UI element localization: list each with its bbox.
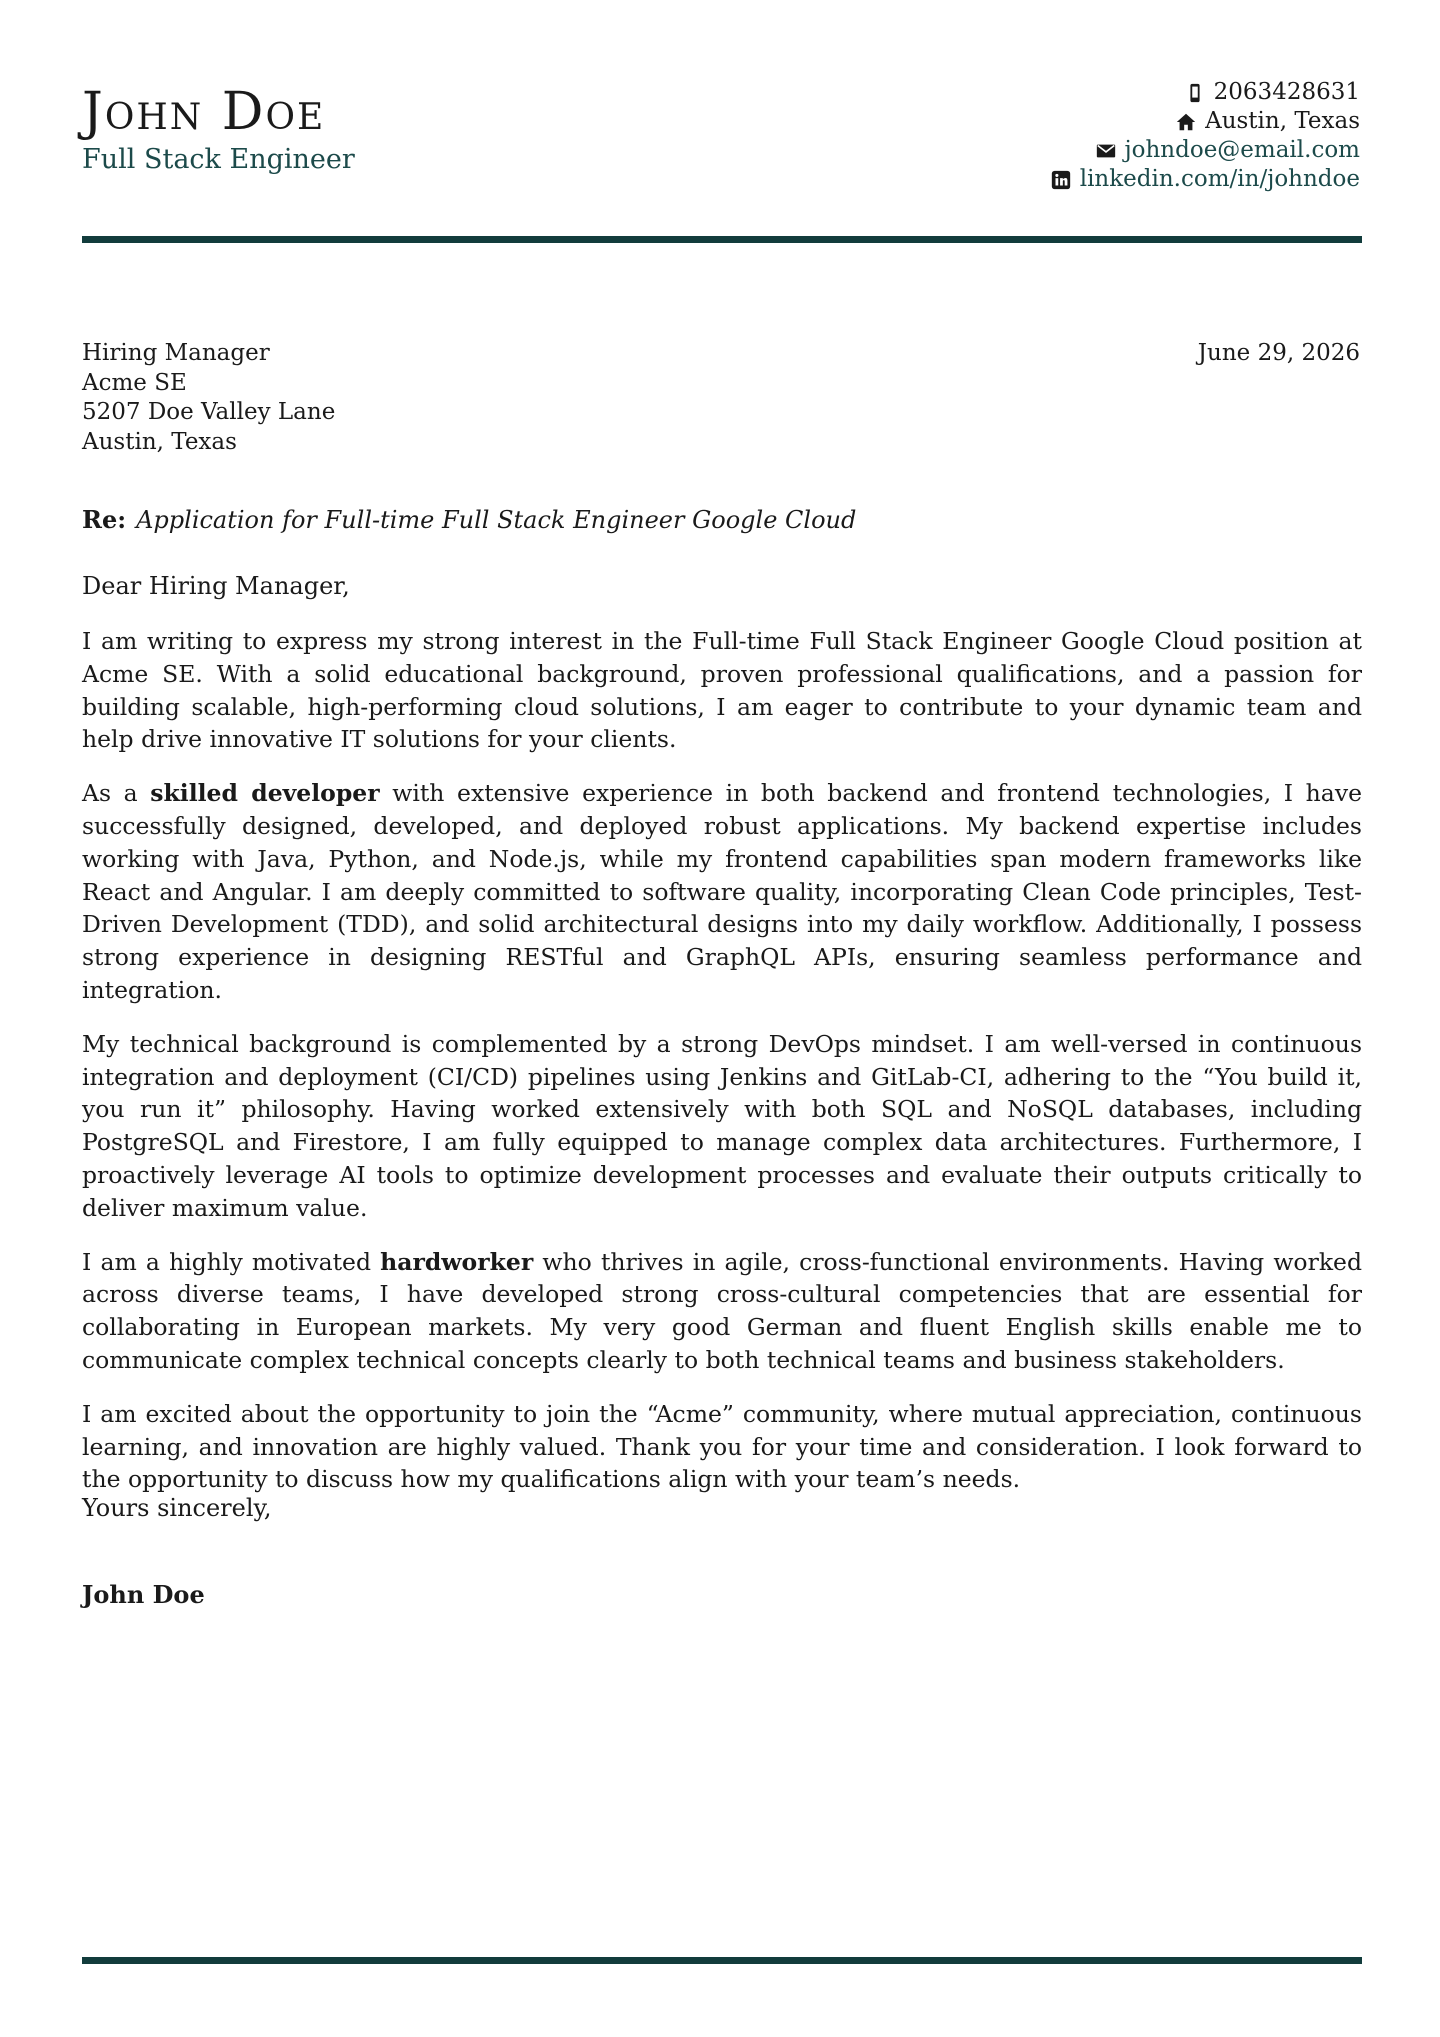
contact-block bbox=[1050, 78, 1360, 194]
contact-location bbox=[1050, 107, 1360, 136]
contact-email[interactable] bbox=[1050, 136, 1360, 165]
mobile-phone-icon bbox=[1184, 82, 1206, 104]
subject-label: Re: bbox=[82, 505, 127, 534]
signature-name: John Doe bbox=[82, 1580, 205, 1609]
recipient-address bbox=[82, 339, 335, 457]
recipient-line: Hiring Manager bbox=[82, 340, 270, 366]
body-paragraph: As a skilled developer with extensive experience in both backend and frontend technologies, I have successfully designed, developed, and deployed robust applications. My backend expertise includes working with Java, Python, and Node.js, while my frontend capabilities span modern frameworks like React and Angular. I am deeply committed to software quality, incorporating Clean Code principles, Test-Driven Development (TDD), and solid architectural designs into my daily workflow. Additionally, I possess strong experience in designing RESTful and GraphQL APIs, ensuring seamless performance and integration. bbox=[82, 779, 1362, 1004]
contact-phone bbox=[1050, 78, 1360, 107]
letter-body bbox=[82, 625, 1362, 1517]
recipient-line: 5207 Doe Valley Lane bbox=[82, 399, 336, 425]
contact-linkedin[interactable] bbox=[1050, 165, 1360, 194]
body-paragraph: I am a highly motivated hardworker who thrives in agile, cross-functional environments. Having worked across diverse teams, I have developed strong cross-cultural competencies that are essential for collaborating in European markets. My very good German and fluent English skills enable me to communicate complex technical concepts clearly to both technical teams and business stakeholders. bbox=[82, 1247, 1363, 1374]
linkedin-link[interactable]: linkedin.com/in/johndoe bbox=[1079, 166, 1360, 192]
applicant-name: John Doe bbox=[82, 82, 326, 142]
home-icon bbox=[1175, 111, 1197, 133]
subject-line bbox=[82, 505, 856, 535]
body-paragraph: I am excited about the opportunity to join the “Acme” community, where mutual appreciation, continuous learning, and innovation are highly valued. Thank you for your time and consideration. I look forward to the opportunity to discuss how my qualifications align with your team’s needs. bbox=[82, 1399, 1362, 1494]
letter-date: June 29, 2026 bbox=[1197, 340, 1360, 366]
applicant-title: Full Stack Engineer bbox=[82, 144, 355, 175]
closing: Yours sincerely, bbox=[82, 1494, 272, 1522]
recipient-line: Austin, Texas bbox=[82, 428, 237, 455]
body-paragraph: My technical background is complemented by a strong DevOps mindset. I am well-versed in continuous integration and deployment (CI/CD) pipelines using Jenkins and GitLab-CI, adhering to the “You build it, you run it” philosophy. Having worked extensively with both SQL and NoSQL databases, including PostgreSQL and Firestore, I am fully equipped to manage complex data architectures. Furthermore, I proactively leverage AI tools to optimize development processes and evaluate their outputs critically to deliver maximum value. bbox=[82, 1029, 1362, 1222]
salutation: Dear Hiring Manager, bbox=[82, 572, 350, 600]
envelope-icon bbox=[1095, 140, 1117, 162]
body-paragraph: I am writing to express my strong interest in the Full-time Full Stack Engineer Google Cloud position at Acme SE. With a solid educational background, proven professional qualifications, and a passion for building scalable, high-performing cloud solutions, I am eager to contribute to your dynamic team and help drive innovative IT solutions for your clients. bbox=[82, 627, 1362, 754]
subject-text: Application for Full-time Full Stack Engineer Google Cloud bbox=[136, 506, 857, 534]
email-link[interactable]: johndoe@email.com bbox=[1124, 137, 1360, 163]
linkedin-icon bbox=[1050, 169, 1072, 191]
footer-divider bbox=[82, 1957, 1362, 1964]
emphasis-skilled-developer: skilled developer bbox=[150, 779, 380, 808]
emphasis-hardworker: hardworker bbox=[380, 1247, 534, 1276]
header-divider bbox=[82, 236, 1362, 243]
recipient-line: Acme SE bbox=[82, 369, 187, 396]
phone-number: 2063428631 bbox=[1213, 79, 1360, 105]
location-text: Austin, Texas bbox=[1205, 108, 1360, 134]
